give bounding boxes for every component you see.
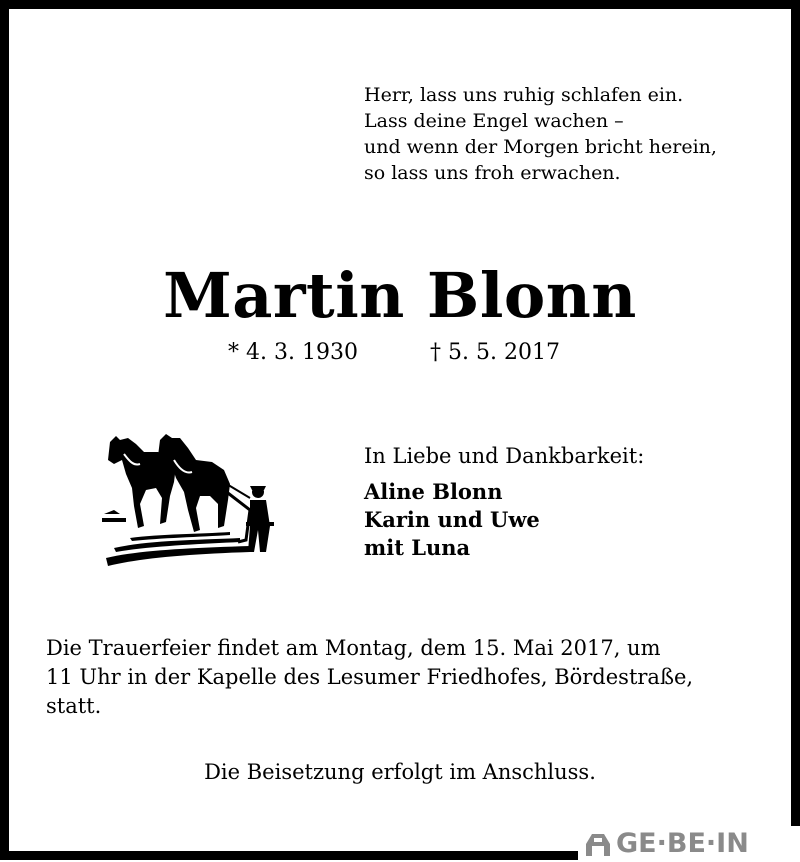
funeral-service-notice xyxy=(46,634,766,721)
gebein-logo xyxy=(578,826,800,860)
poem-line: Herr, lass uns ruhig schlafen ein. xyxy=(364,84,684,106)
mourner-name: mit Luna xyxy=(364,535,471,560)
poem-line: Lass deine Engel wachen – xyxy=(364,110,624,132)
mourner-name: Aline Blonn xyxy=(364,479,503,504)
service-line: Die Trauerfeier findet am Montag, dem 15. Mai 2017, um xyxy=(46,636,661,660)
gebein-logo-icon xyxy=(584,830,612,858)
service-line: statt. xyxy=(46,694,102,718)
deceased-name: Martin Blonn xyxy=(163,259,637,332)
burial-notice: Die Beisetzung erfolgt im Anschluss. xyxy=(204,760,596,784)
poem xyxy=(364,82,717,186)
service-line: 11 Uhr in der Kapelle des Lesumer Friedhofes, Bördestraße, xyxy=(46,665,694,689)
poem-line: so lass uns froh erwachen. xyxy=(364,162,621,184)
plowing-horses-icon xyxy=(100,430,278,574)
mourner-names xyxy=(364,478,540,562)
mourners-intro: In Liebe und Dankbarkeit: xyxy=(364,444,645,468)
mourner-name: Karin und Uwe xyxy=(364,507,540,532)
poem-line: und wenn der Morgen bricht herein, xyxy=(364,136,717,158)
gebein-logo-text: GE·BE·IN xyxy=(616,828,749,859)
birth-date: * 4. 3. 1930 xyxy=(228,340,358,365)
death-date: † 5. 5. 2017 xyxy=(430,340,560,365)
